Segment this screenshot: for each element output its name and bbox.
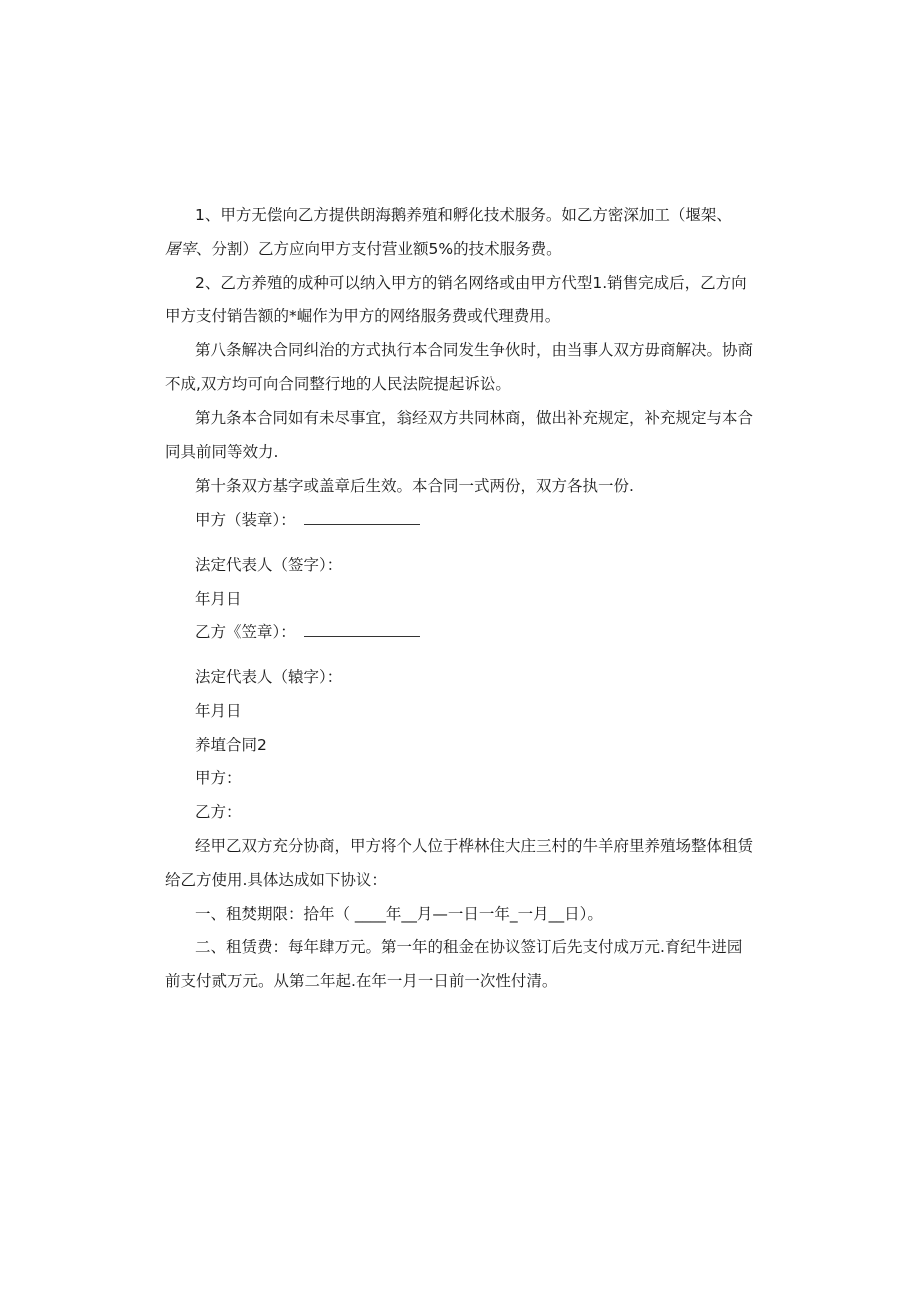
lease-term: 一、租焚期限：拾年（ ____年__月—一日一年_一月__日）。	[195, 905, 603, 923]
article-9-line-1: 第九条本合同如有未尽事宜，翁经双方共同林商，做出补充规定，补充规定与本合	[195, 409, 754, 427]
party-a-seal-label: 甲方（装章）：	[195, 511, 296, 529]
article-8-line-2: 不成,双方均可向合同整行地的人民法院提起诉讼。	[165, 375, 511, 393]
clause-1-line-2-rest: 、分割）乙方应向甲方支付营业额5%的技术服务费。	[196, 240, 562, 258]
contract-2-title: 养埴合同2	[195, 736, 267, 754]
party-a-seal-line	[195, 510, 420, 530]
clause-2-line-2: 甲方支付销告额的*崛作为甲方的网络服务费或代理费用。	[165, 307, 561, 325]
party-a-label: 甲方：	[195, 769, 242, 787]
article-9-line-2: 同具前同等效力.	[165, 443, 279, 461]
party-b-seal-blank	[304, 624, 420, 637]
clause-1-italic-word: 屠宰	[165, 240, 197, 258]
article-8-line-1: 第八条解决合同纠治的方式执行本合同发生争伙时，由当事人双方毋商解决。协商	[195, 341, 754, 359]
party-a-seal-blank	[304, 512, 420, 525]
date-a: 年月日	[195, 590, 242, 608]
party-b-seal-line	[195, 622, 420, 642]
party-b-label: 乙方：	[195, 803, 242, 821]
intro-line-2: 给乙方使用.具体达成如下协议：	[165, 871, 387, 889]
clause-2-line-1: 2、乙方养殖的成种可以纳入甲方的销名网络或由甲方代型1.销售完成后，乙方向	[195, 274, 747, 292]
rent-line-2: 前支付贰万元。从第二年起.在年一月一日前一次性付清。	[165, 972, 558, 990]
party-b-seal-label: 乙方《笠章）：	[195, 623, 296, 641]
legal-rep-b: 法定代表人（辕字）：	[195, 668, 343, 686]
legal-rep-a: 法定代表人（签字）：	[195, 556, 343, 574]
date-b: 年月日	[195, 702, 242, 720]
intro-line-1: 经甲乙双方充分协商，甲方将个人位于桦林住大庄三村的牛羊府里养殖场整体租赁	[195, 837, 754, 855]
clause-1-line-2	[165, 239, 562, 259]
article-10: 第十条双方基字或盖章后生效。本合同一式两份，双方各执一份.	[195, 477, 634, 495]
clause-1-line-1: 1、甲方无偿向乙方提供朗海鹅养殖和孵化技术服务。如乙方密深加工（堰架、	[195, 206, 732, 224]
rent-line-1: 二、租赁费：每年肆万元。第一年的租金在协议签订后先支付成万元.育纪牛进园	[195, 938, 743, 956]
